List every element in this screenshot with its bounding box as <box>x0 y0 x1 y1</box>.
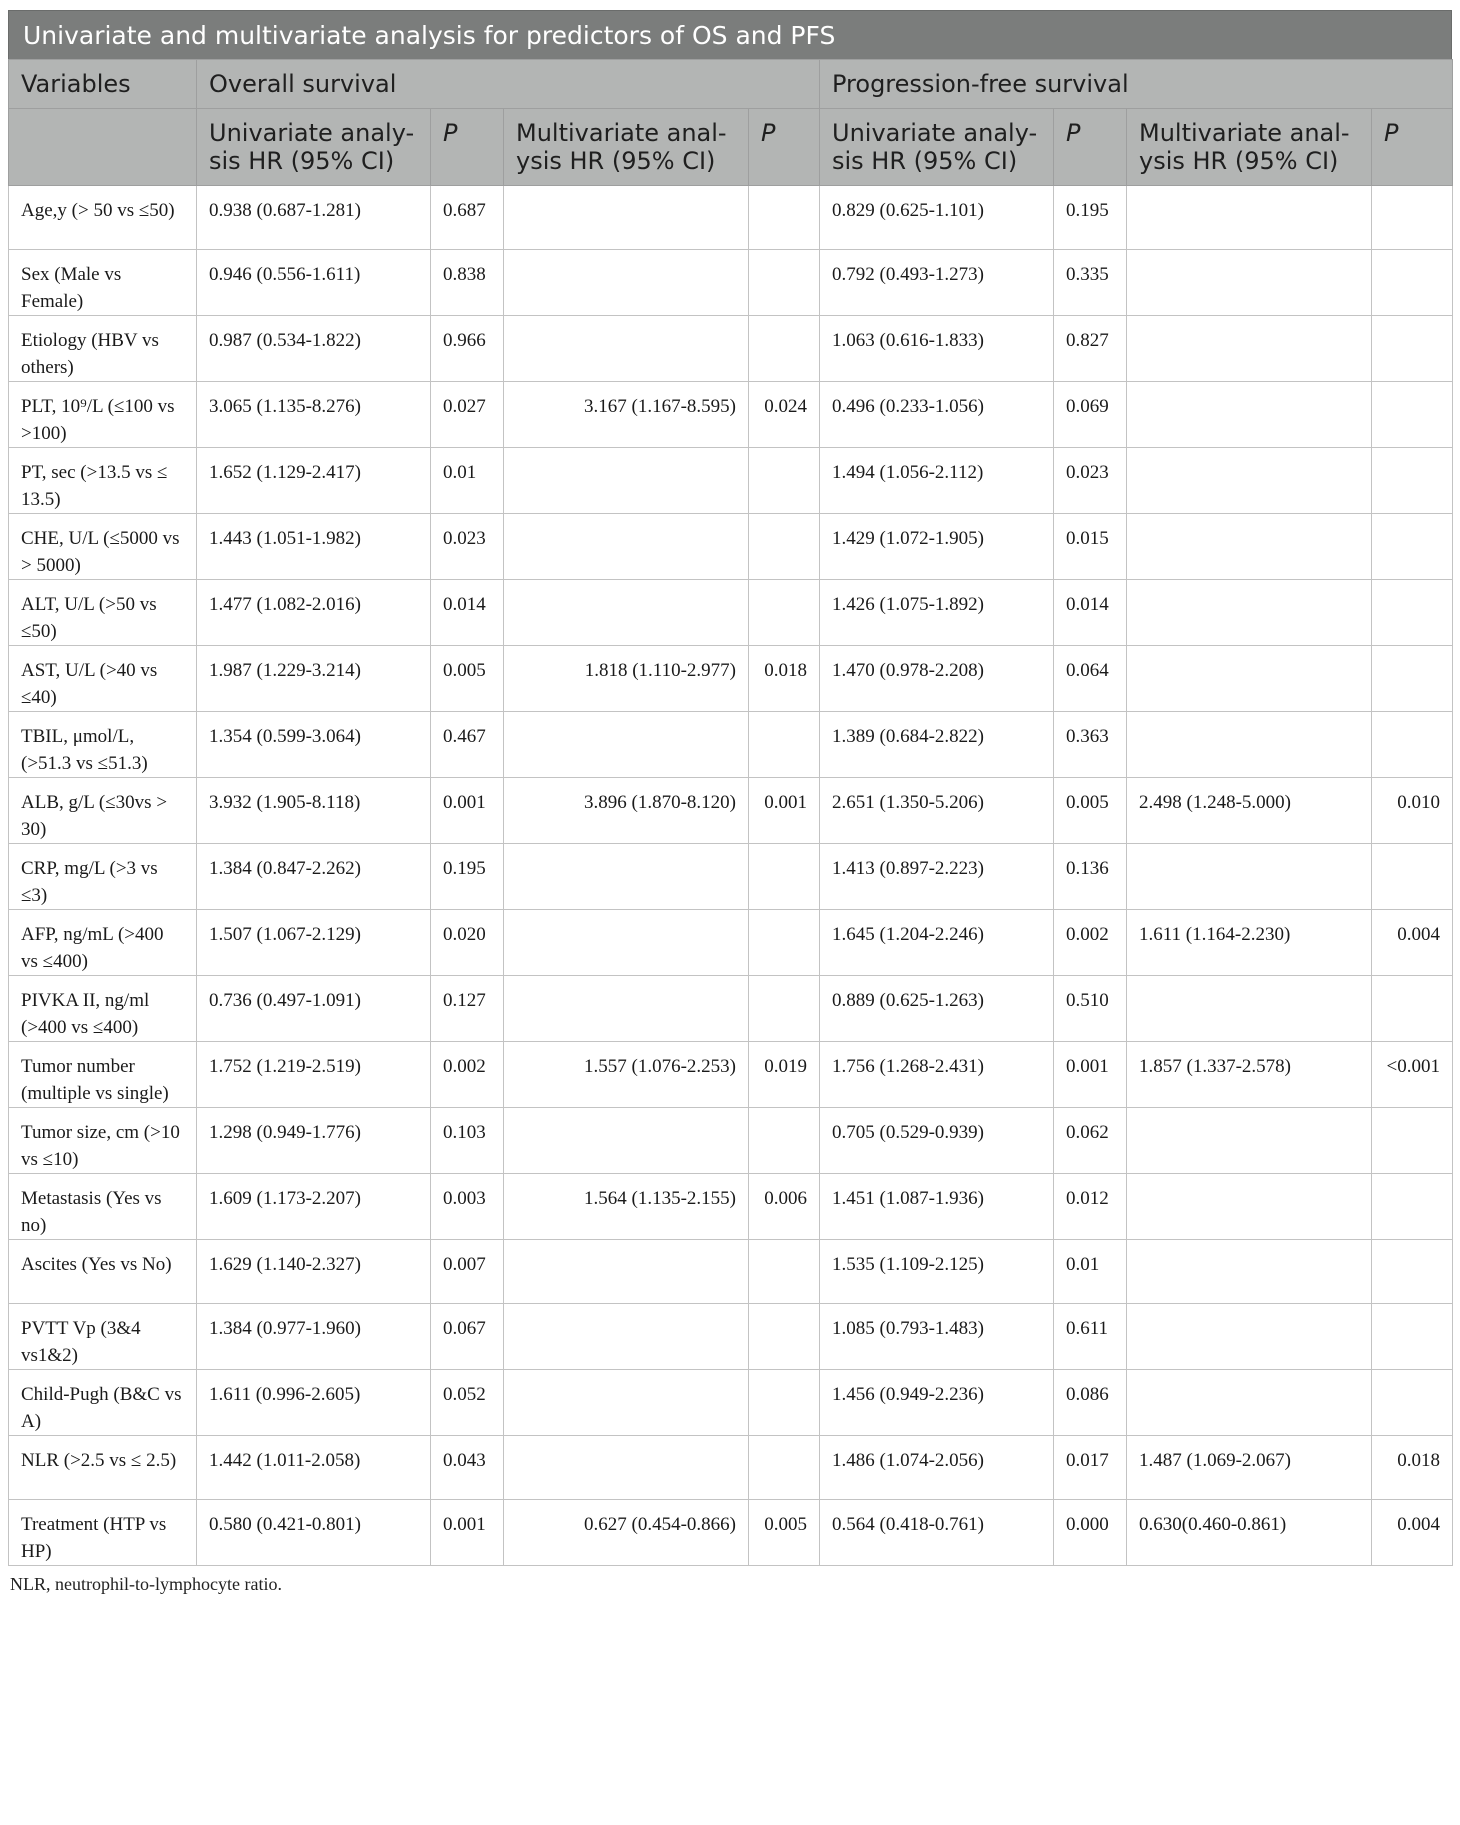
os-multivariate-p-cell <box>749 1108 820 1174</box>
table-row <box>9 1500 1453 1566</box>
pfs-multivariate-p-cell <box>1372 1304 1453 1370</box>
pfs-multivariate-hr-cell: 1.857 (1.337-2.578) <box>1127 1042 1372 1108</box>
pfs-multivariate-p-cell: 0.004 <box>1372 1500 1453 1566</box>
pfs-univariate-hr-cell: 1.451 (1.087-1.936) <box>820 1174 1054 1240</box>
pfs-multivariate-p-cell <box>1372 448 1453 514</box>
pfs-univariate-p-cell: 0.023 <box>1054 448 1127 514</box>
pfs-univariate-hr-cell: 0.496 (0.233-1.056) <box>820 382 1054 448</box>
os-multivariate-p-cell <box>749 1240 820 1304</box>
pfs-univariate-p-cell: 0.136 <box>1054 844 1127 910</box>
variable-cell: Child-Pugh (B&C vs A) <box>9 1370 197 1436</box>
pfs-univariate-hr-cell: 2.651 (1.350-5.206) <box>820 778 1054 844</box>
os-univariate-hr-cell: 1.442 (1.011-2.058) <box>197 1436 431 1500</box>
pfs-multivariate-p-cell <box>1372 1370 1453 1436</box>
pfs-univariate-p-cell: 0.015 <box>1054 514 1127 580</box>
os-multivariate-hr-cell <box>504 448 749 514</box>
pfs-multivariate-p-cell <box>1372 976 1453 1042</box>
os-multivariate-p-cell <box>749 1370 820 1436</box>
pfs-univariate-p-cell: 0.195 <box>1054 186 1127 250</box>
table-row <box>9 580 1453 646</box>
os-univariate-hr-cell: 1.443 (1.051-1.982) <box>197 514 431 580</box>
os-univariate-hr-cell: 1.354 (0.599-3.064) <box>197 712 431 778</box>
os-univariate-p-cell: 0.127 <box>431 976 504 1042</box>
os-multivariate-p-cell <box>749 976 820 1042</box>
pfs-multivariate-p-cell <box>1372 514 1453 580</box>
os-univariate-p-cell: 0.195 <box>431 844 504 910</box>
header-pfs-univariate: Univariate analy-sis HR (95% CI) <box>820 109 1054 186</box>
pfs-multivariate-p-cell <box>1372 1240 1453 1304</box>
os-univariate-p-cell: 0.043 <box>431 1436 504 1500</box>
os-multivariate-hr-cell <box>504 1436 749 1500</box>
os-univariate-hr-cell: 1.629 (1.140-2.327) <box>197 1240 431 1304</box>
variable-cell: CHE, U/L (≤5000 vs > 5000) <box>9 514 197 580</box>
table-row <box>9 1108 1453 1174</box>
pfs-univariate-p-cell: 0.014 <box>1054 580 1127 646</box>
pfs-multivariate-p-cell <box>1372 316 1453 382</box>
pfs-univariate-hr-cell: 0.889 (0.625-1.263) <box>820 976 1054 1042</box>
pfs-univariate-hr-cell: 0.564 (0.418-0.761) <box>820 1500 1054 1566</box>
pfs-univariate-p-cell: 0.086 <box>1054 1370 1127 1436</box>
header-pfs-multivariate: Multivariate anal-ysis HR (95% CI) <box>1127 109 1372 186</box>
os-univariate-p-cell: 0.023 <box>431 514 504 580</box>
variable-cell: Tumor number (multiple vs single) <box>9 1042 197 1108</box>
variable-cell: Ascites (Yes vs No) <box>9 1240 197 1304</box>
pfs-univariate-p-cell: 0.510 <box>1054 976 1127 1042</box>
pfs-multivariate-p-cell: 0.018 <box>1372 1436 1453 1500</box>
pfs-multivariate-hr-cell: 2.498 (1.248-5.000) <box>1127 778 1372 844</box>
pfs-univariate-p-cell: 0.062 <box>1054 1108 1127 1174</box>
pfs-univariate-p-cell: 0.012 <box>1054 1174 1127 1240</box>
pfs-univariate-hr-cell: 1.063 (0.616-1.833) <box>820 316 1054 382</box>
pfs-univariate-p-cell: 0.069 <box>1054 382 1127 448</box>
os-multivariate-hr-cell <box>504 1240 749 1304</box>
variable-cell: Metastasis (Yes vs no) <box>9 1174 197 1240</box>
table-row <box>9 1042 1453 1108</box>
table-row <box>9 1240 1453 1304</box>
os-multivariate-p-cell: 0.018 <box>749 646 820 712</box>
variable-cell: AST, U/L (>40 vs ≤40) <box>9 646 197 712</box>
os-univariate-p-cell: 0.020 <box>431 910 504 976</box>
os-univariate-hr-cell: 1.298 (0.949-1.776) <box>197 1108 431 1174</box>
header-os-multivariate: Multivariate anal-ysis HR (95% CI) <box>504 109 749 186</box>
pfs-multivariate-p-cell: 0.010 <box>1372 778 1453 844</box>
os-multivariate-p-cell: 0.024 <box>749 382 820 448</box>
os-multivariate-hr-cell <box>504 712 749 778</box>
os-multivariate-hr-cell: 0.627 (0.454-0.866) <box>504 1500 749 1566</box>
variable-cell: Treatment (HTP vs HP) <box>9 1500 197 1566</box>
pfs-multivariate-hr-cell <box>1127 646 1372 712</box>
os-univariate-p-cell: 0.001 <box>431 1500 504 1566</box>
pfs-univariate-p-cell: 0.064 <box>1054 646 1127 712</box>
pfs-multivariate-hr-cell <box>1127 514 1372 580</box>
variable-cell: PIVKA II, ng/ml (>400 vs ≤400) <box>9 976 197 1042</box>
pfs-multivariate-hr-cell <box>1127 186 1372 250</box>
variable-cell: PLT, 10⁹/L (≤100 vs >100) <box>9 382 197 448</box>
os-univariate-hr-cell: 1.609 (1.173-2.207) <box>197 1174 431 1240</box>
pfs-univariate-hr-cell: 1.389 (0.684-2.822) <box>820 712 1054 778</box>
variable-cell: PVTT Vp (3&4 vs1&2) <box>9 1304 197 1370</box>
os-multivariate-hr-cell <box>504 1370 749 1436</box>
os-univariate-p-cell: 0.966 <box>431 316 504 382</box>
pfs-univariate-hr-cell: 0.705 (0.529-0.939) <box>820 1108 1054 1174</box>
variable-cell: ALB, g/L (≤30vs > 30) <box>9 778 197 844</box>
os-univariate-hr-cell: 0.946 (0.556-1.611) <box>197 250 431 316</box>
os-univariate-p-cell: 0.005 <box>431 646 504 712</box>
table-row <box>9 844 1453 910</box>
table-row <box>9 1304 1453 1370</box>
os-multivariate-hr-cell: 1.557 (1.076-2.253) <box>504 1042 749 1108</box>
os-multivariate-hr-cell <box>504 1304 749 1370</box>
os-univariate-hr-cell: 1.507 (1.067-2.129) <box>197 910 431 976</box>
os-multivariate-p-cell <box>749 514 820 580</box>
pfs-univariate-p-cell: 0.001 <box>1054 1042 1127 1108</box>
pfs-univariate-p-cell: 0.827 <box>1054 316 1127 382</box>
pfs-multivariate-hr-cell <box>1127 976 1372 1042</box>
os-univariate-p-cell: 0.003 <box>431 1174 504 1240</box>
pfs-univariate-p-cell: 0.363 <box>1054 712 1127 778</box>
os-univariate-p-cell: 0.838 <box>431 250 504 316</box>
variable-cell: Etiology (HBV vs others) <box>9 316 197 382</box>
variable-cell: Tumor size, cm (>10 vs ≤10) <box>9 1108 197 1174</box>
pfs-multivariate-p-cell <box>1372 844 1453 910</box>
os-univariate-hr-cell: 3.932 (1.905-8.118) <box>197 778 431 844</box>
header-os-univariate-p: P <box>431 109 504 186</box>
os-univariate-hr-cell: 1.384 (0.977-1.960) <box>197 1304 431 1370</box>
pfs-univariate-hr-cell: 1.426 (1.075-1.892) <box>820 580 1054 646</box>
os-multivariate-hr-cell <box>504 514 749 580</box>
os-multivariate-p-cell <box>749 712 820 778</box>
pfs-univariate-hr-cell: 0.792 (0.493-1.273) <box>820 250 1054 316</box>
os-multivariate-hr-cell <box>504 250 749 316</box>
os-univariate-hr-cell: 0.580 (0.421-0.801) <box>197 1500 431 1566</box>
variable-cell: PT, sec (>13.5 vs ≤ 13.5) <box>9 448 197 514</box>
pfs-multivariate-p-cell <box>1372 382 1453 448</box>
pfs-multivariate-hr-cell <box>1127 1108 1372 1174</box>
table-row <box>9 1370 1453 1436</box>
pfs-multivariate-hr-cell <box>1127 1240 1372 1304</box>
pfs-univariate-p-cell: 0.01 <box>1054 1240 1127 1304</box>
os-multivariate-p-cell: 0.005 <box>749 1500 820 1566</box>
os-multivariate-hr-cell <box>504 186 749 250</box>
os-univariate-p-cell: 0.103 <box>431 1108 504 1174</box>
os-multivariate-p-cell: 0.019 <box>749 1042 820 1108</box>
variable-cell: AFP, ng/mL (>400 vs ≤400) <box>9 910 197 976</box>
os-univariate-hr-cell: 1.652 (1.129-2.417) <box>197 448 431 514</box>
pfs-univariate-hr-cell: 1.413 (0.897-2.223) <box>820 844 1054 910</box>
pfs-univariate-p-cell: 0.000 <box>1054 1500 1127 1566</box>
table-footnote: NLR, neutrophil-to-lymphocyte ratio. <box>10 1574 282 1594</box>
os-multivariate-p-cell <box>749 580 820 646</box>
pfs-multivariate-hr-cell: 0.630(0.460-0.861) <box>1127 1500 1372 1566</box>
pfs-univariate-hr-cell: 1.494 (1.056-2.112) <box>820 448 1054 514</box>
header-blank <box>9 109 197 186</box>
pfs-multivariate-hr-cell <box>1127 1174 1372 1240</box>
os-multivariate-p-cell <box>749 844 820 910</box>
pfs-univariate-p-cell: 0.611 <box>1054 1304 1127 1370</box>
pfs-multivariate-hr-cell: 1.487 (1.069-2.067) <box>1127 1436 1372 1500</box>
os-multivariate-hr-cell: 1.564 (1.135-2.155) <box>504 1174 749 1240</box>
pfs-multivariate-hr-cell <box>1127 382 1372 448</box>
table-container <box>8 10 1452 1595</box>
os-univariate-p-cell: 0.687 <box>431 186 504 250</box>
os-univariate-p-cell: 0.014 <box>431 580 504 646</box>
results-table <box>8 59 1453 1566</box>
table-row <box>9 712 1453 778</box>
pfs-multivariate-hr-cell: 1.611 (1.164-2.230) <box>1127 910 1372 976</box>
os-multivariate-p-cell <box>749 316 820 382</box>
header-pfs-multivariate-p: P <box>1372 109 1453 186</box>
os-multivariate-p-cell <box>749 910 820 976</box>
os-univariate-p-cell: 0.002 <box>431 1042 504 1108</box>
os-univariate-p-cell: 0.467 <box>431 712 504 778</box>
os-univariate-hr-cell: 0.938 (0.687-1.281) <box>197 186 431 250</box>
pfs-multivariate-hr-cell <box>1127 1370 1372 1436</box>
variable-cell: CRP, mg/L (>3 vs ≤3) <box>9 844 197 910</box>
os-univariate-hr-cell: 1.752 (1.219-2.519) <box>197 1042 431 1108</box>
os-multivariate-hr-cell: 1.818 (1.110-2.977) <box>504 646 749 712</box>
os-multivariate-p-cell: 0.006 <box>749 1174 820 1240</box>
os-univariate-p-cell: 0.052 <box>431 1370 504 1436</box>
pfs-univariate-p-cell: 0.335 <box>1054 250 1127 316</box>
os-univariate-hr-cell: 0.736 (0.497-1.091) <box>197 976 431 1042</box>
pfs-multivariate-hr-cell <box>1127 580 1372 646</box>
pfs-univariate-hr-cell: 1.470 (0.978-2.208) <box>820 646 1054 712</box>
pfs-univariate-p-cell: 0.005 <box>1054 778 1127 844</box>
pfs-multivariate-hr-cell <box>1127 712 1372 778</box>
header-os-univariate: Univariate analy-sis HR (95% CI) <box>197 109 431 186</box>
pfs-multivariate-p-cell <box>1372 646 1453 712</box>
header-pfs-univariate-p: P <box>1054 109 1127 186</box>
pfs-multivariate-hr-cell <box>1127 1304 1372 1370</box>
pfs-multivariate-p-cell: 0.004 <box>1372 910 1453 976</box>
table-row <box>9 514 1453 580</box>
header-row-columns <box>9 109 1453 186</box>
header-os-multivariate-p: P <box>749 109 820 186</box>
variable-cell: NLR (>2.5 vs ≤ 2.5) <box>9 1436 197 1500</box>
table-row <box>9 910 1453 976</box>
os-multivariate-hr-cell <box>504 844 749 910</box>
table-row <box>9 448 1453 514</box>
table-caption: Univariate and multivariate analysis for predictors of OS and PFS <box>8 10 1452 59</box>
os-multivariate-hr-cell <box>504 910 749 976</box>
os-multivariate-hr-cell <box>504 976 749 1042</box>
os-multivariate-p-cell <box>749 448 820 514</box>
pfs-univariate-hr-cell: 0.829 (0.625-1.101) <box>820 186 1054 250</box>
pfs-multivariate-p-cell <box>1372 186 1453 250</box>
table-row <box>9 382 1453 448</box>
os-univariate-p-cell: 0.01 <box>431 448 504 514</box>
os-multivariate-p-cell <box>749 1304 820 1370</box>
pfs-univariate-hr-cell: 1.429 (1.072-1.905) <box>820 514 1054 580</box>
os-multivariate-hr-cell: 3.167 (1.167-8.595) <box>504 382 749 448</box>
pfs-univariate-hr-cell: 1.645 (1.204-2.246) <box>820 910 1054 976</box>
os-univariate-hr-cell: 1.477 (1.082-2.016) <box>197 580 431 646</box>
pfs-univariate-p-cell: 0.017 <box>1054 1436 1127 1500</box>
os-multivariate-hr-cell <box>504 580 749 646</box>
os-univariate-p-cell: 0.001 <box>431 778 504 844</box>
os-multivariate-hr-cell: 3.896 (1.870-8.120) <box>504 778 749 844</box>
os-univariate-hr-cell: 1.611 (0.996-2.605) <box>197 1370 431 1436</box>
pfs-univariate-hr-cell: 1.756 (1.268-2.431) <box>820 1042 1054 1108</box>
table-row <box>9 316 1453 382</box>
variable-cell: Age,y (> 50 vs ≤50) <box>9 186 197 250</box>
os-multivariate-p-cell <box>749 186 820 250</box>
table-row <box>9 646 1453 712</box>
table-row <box>9 1436 1453 1500</box>
os-univariate-p-cell: 0.067 <box>431 1304 504 1370</box>
pfs-multivariate-hr-cell <box>1127 250 1372 316</box>
pfs-multivariate-p-cell <box>1372 712 1453 778</box>
table-row <box>9 250 1453 316</box>
pfs-multivariate-hr-cell <box>1127 448 1372 514</box>
table-row <box>9 186 1453 250</box>
pfs-multivariate-hr-cell <box>1127 844 1372 910</box>
table-row <box>9 778 1453 844</box>
os-multivariate-p-cell <box>749 250 820 316</box>
pfs-univariate-hr-cell: 1.486 (1.074-2.056) <box>820 1436 1054 1500</box>
pfs-multivariate-p-cell <box>1372 1174 1453 1240</box>
pfs-multivariate-p-cell <box>1372 1108 1453 1174</box>
os-univariate-hr-cell: 1.987 (1.229-3.214) <box>197 646 431 712</box>
os-univariate-hr-cell: 3.065 (1.135-8.276) <box>197 382 431 448</box>
os-univariate-p-cell: 0.007 <box>431 1240 504 1304</box>
variable-cell: TBIL, μmol/L, (>51.3 vs ≤51.3) <box>9 712 197 778</box>
os-univariate-p-cell: 0.027 <box>431 382 504 448</box>
os-multivariate-hr-cell <box>504 316 749 382</box>
pfs-multivariate-hr-cell <box>1127 316 1372 382</box>
variable-cell: ALT, U/L (>50 vs ≤50) <box>9 580 197 646</box>
variable-cell: Sex (Male vs Female) <box>9 250 197 316</box>
pfs-univariate-hr-cell: 1.535 (1.109-2.125) <box>820 1240 1054 1304</box>
os-multivariate-p-cell: 0.001 <box>749 778 820 844</box>
pfs-univariate-hr-cell: 1.456 (0.949-2.236) <box>820 1370 1054 1436</box>
os-univariate-hr-cell: 1.384 (0.847-2.262) <box>197 844 431 910</box>
os-multivariate-p-cell <box>749 1436 820 1500</box>
pfs-multivariate-p-cell <box>1372 250 1453 316</box>
header-overall-survival: Overall survival <box>197 60 820 109</box>
header-row-groups <box>9 60 1453 109</box>
os-multivariate-hr-cell <box>504 1108 749 1174</box>
os-univariate-hr-cell: 0.987 (0.534-1.822) <box>197 316 431 382</box>
pfs-univariate-p-cell: 0.002 <box>1054 910 1127 976</box>
table-row <box>9 1174 1453 1240</box>
table-row <box>9 976 1453 1042</box>
header-progression-free-survival: Progression-free survival <box>820 60 1453 109</box>
pfs-multivariate-p-cell: <0.001 <box>1372 1042 1453 1108</box>
pfs-univariate-hr-cell: 1.085 (0.793-1.483) <box>820 1304 1054 1370</box>
header-variables: Variables <box>9 60 197 109</box>
pfs-multivariate-p-cell <box>1372 580 1453 646</box>
table-body <box>9 186 1453 1566</box>
